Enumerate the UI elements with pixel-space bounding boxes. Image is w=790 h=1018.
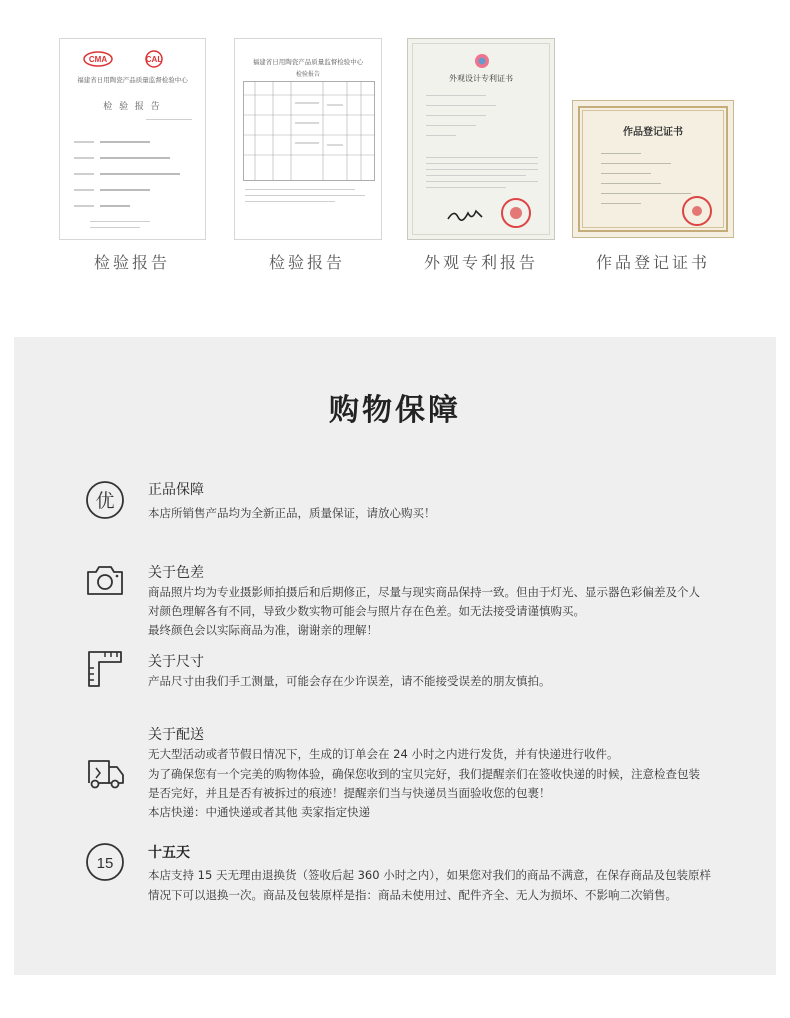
certificate-caption: 外观专利报告 [423,253,538,272]
guarantee-text: 本店支持 15 天无理由退换货（签收后起 360 小时之内），如果您对我们的商品不满意，在保存商品及包装原样 [148,868,711,882]
guarantee-title: 关于尺寸 [148,654,204,670]
guarantee-text: 本店快递：中通快递或者其他 卖家指定快递 [148,805,371,819]
certificate-caption: 检验报告 [268,253,345,272]
you-circle-icon [83,478,127,522]
certificate-header: 福建省日用陶瓷产品质量监督检验中心 [77,76,188,84]
guarantee-title: 关于色差 [148,565,204,581]
certificate-caption: 作品登记证书 [595,253,710,272]
certificate-doc-title: 检验报告 [295,71,320,78]
inspection-table-icon [243,81,375,181]
camera-icon [83,558,127,602]
guarantee-title: 正品保障 [148,482,204,498]
guarantee-text: 产品尺寸由我们手工测量，可能会存在少许误差，请不能接受误差的朋友慎拍。 [148,674,551,688]
certificate-inspection-report-1 [59,38,206,240]
guarantee-text: 商品照片均为专业摄影师拍摄后和后期修正，尽量与现实商品保持一致。但由于灯光、显示器色彩偏差及个人 [148,585,700,599]
section-title: 购物保障 [329,393,461,428]
signature-icon [446,207,486,223]
red-seal-icon [681,195,713,227]
fifteen-icon-text: 15 [96,855,114,872]
patent-logo-icon [474,53,490,69]
certificate-doc-title: 检 验 报 告 [103,102,162,112]
fifteen-circle-icon [83,840,127,884]
certificate-inspection-report-2 [234,38,382,240]
guarantee-title: 关于配送 [148,727,204,743]
guarantee-text: 是否完好，并且是否有被拆过的痕迹！提醒亲们当与快递员当面验收您的包裹！ [148,786,551,800]
guarantee-title: 十五天 [148,845,190,861]
svg-text:优: 优 [95,490,115,512]
ruler-icon [83,646,127,690]
certificate-copyright-registration [572,100,734,238]
guarantee-text: 对颜色理解各有不同，导致少数实物可能会与照片存在色差。如无法接受请谨慎购买。 [148,604,585,618]
guarantee-text: 情况下可以退换一次。商品及包装原样是指：商品未使用过、配件齐全、无人为损坏、不影响二次销售。 [148,888,677,902]
certificate-caption: 检验报告 [93,253,170,272]
cma-logo-icon [82,49,182,69]
delivery-truck-icon [83,749,127,793]
guarantee-text: 无大型活动或者节假日情况下，生成的订单会在 24 小时之内进行发货，并有快递进行收件。 [148,747,619,761]
red-seal-icon [500,197,532,229]
svg-text:CMA: CMA [88,55,108,64]
guarantee-text: 为了确保您有一个完美的购物体验，确保您收到的宝贝完好，我们提醒亲们在签收快递的时候，注意检查包装 [148,767,700,781]
certificate-header: 外观设计专利证书 [449,74,513,83]
certificate-header: 福建省日用陶瓷产品质量监督检验中心 [252,58,364,66]
guarantee-text: 最终颜色会以实际商品为准，谢谢亲的理解！ [148,623,378,637]
svg-text:CAL: CAL [145,55,163,64]
guarantee-text: 本店所销售产品均为全新正品，质量保证，请放心购买！ [148,506,436,520]
certificate-design-patent [407,38,555,240]
certificate-header: 作品登记证书 [623,127,683,138]
